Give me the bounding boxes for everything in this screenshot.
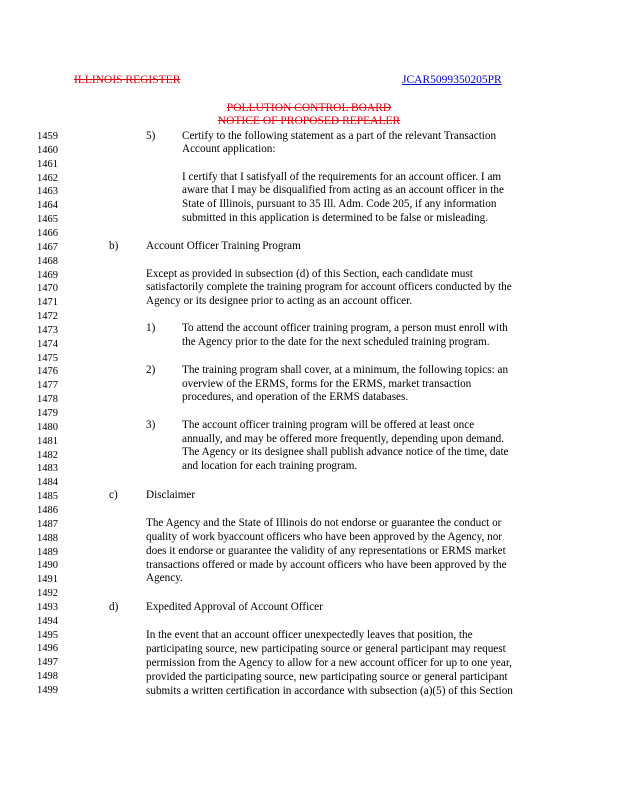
line-number: 1476	[37, 366, 58, 378]
b-paragraph-line: Agency or its designee prior to acting as an account officer.	[146, 295, 413, 307]
line-number: 1493	[37, 601, 58, 613]
line-number: 1490	[37, 560, 58, 572]
line-number: 1460	[37, 144, 58, 156]
line-number: 1488	[37, 532, 58, 544]
line-number: 1471	[37, 297, 58, 309]
d-paragraph-line: provided the participating source, new participating source or general participant	[146, 671, 508, 683]
line-number: 1462	[37, 172, 58, 184]
line-number: 1498	[37, 671, 58, 683]
notice-title: NOTICE OF PROPOSED REPEALER	[217, 115, 401, 127]
b3-text-line: The Agency or its designee shall publish advance notice of the time, date	[182, 446, 509, 458]
b1-num: 1)	[146, 322, 156, 334]
certification-line: aware that I may be disqualified from acting as an account officer in the	[182, 184, 504, 196]
subsection-b-label: b)	[109, 240, 119, 252]
b3-text-line: and location for each training program.	[182, 460, 358, 472]
line-number: 1466	[37, 227, 58, 239]
line-number: 1495	[37, 629, 58, 641]
line-number: 1481	[37, 435, 58, 447]
subsection-d-label: d)	[109, 601, 119, 613]
d-paragraph-line: permission from the Agency to allow for a new account officer for up to one year,	[146, 657, 512, 669]
d-paragraph-line: submits a written certification in accordance with subsection (a)(5) of this Section	[146, 685, 513, 697]
b2-text-line: The training program shall cover, at a minimum, the following topics: an	[182, 364, 509, 376]
s5-text-line: Certify to the following statement as a part of the relevant Transaction	[182, 130, 497, 142]
c-paragraph-line: The Agency and the State of Illinois do not endorse or guarantee the conduct or	[146, 517, 502, 529]
line-number: 1468	[37, 255, 58, 267]
line-number: 1477	[37, 380, 58, 392]
subsection-c-label: c)	[109, 489, 118, 501]
b1-text-line: the Agency prior to the date for the next scheduled training program.	[182, 336, 490, 348]
b3-text-line: The account officer training program will be offered at least once	[182, 419, 475, 431]
line-number: 1475	[37, 352, 58, 364]
c-paragraph-line: quality of work byaccount officers who have been approved by the Agency, nor	[146, 531, 503, 543]
subsection-d-heading: Expedited Approval of Account Officer	[146, 601, 323, 613]
line-number: 1473	[37, 324, 58, 336]
c-paragraph-line: does it endorse or guarantee the validity of any representations or ERMS market	[146, 545, 506, 557]
subsection-b-heading: Account Officer Training Program	[146, 240, 301, 252]
b3-text-line: annually, and may be offered more frequently, depending upon demand.	[182, 433, 505, 445]
b2-num: 2)	[146, 364, 156, 376]
line-number: 1487	[37, 518, 58, 530]
line-number: 1492	[37, 588, 58, 599]
s5-num: 5)	[146, 130, 156, 142]
b2-text-line: procedures, and operation of the ERMS databases.	[182, 391, 409, 403]
register-title: ILLINOIS REGISTER	[74, 74, 181, 86]
line-number: 1483	[37, 463, 58, 475]
b3-num: 3)	[146, 419, 156, 431]
line-number: 1467	[37, 241, 58, 253]
line-number: 1459	[37, 131, 58, 142]
line-number: 1491	[37, 574, 58, 586]
line-number: 1465	[37, 214, 58, 226]
d-paragraph-line: participating source, new participating source or general participant may request	[146, 643, 506, 655]
subsection-c-heading: Disclaimer	[146, 489, 196, 501]
c-paragraph-line: transactions offered or made by account officers who have been approved by the	[146, 559, 507, 571]
line-number: 1486	[37, 504, 58, 516]
line-number: 1484	[37, 477, 58, 489]
line-number: 1470	[37, 283, 58, 295]
line-number: 1474	[37, 338, 58, 350]
line-number: 1461	[37, 158, 58, 170]
line-number: 1496	[37, 643, 58, 655]
line-number: 1489	[37, 546, 58, 558]
line-number: 1469	[37, 269, 58, 281]
line-number: 1478	[37, 394, 58, 406]
b1-text-line: To attend the account officer training program, a person must enroll with	[182, 322, 508, 334]
b-paragraph-line: Except as provided in subsection (d) of this Section, each candidate must	[146, 268, 473, 280]
s5-text-line: Account application:	[182, 143, 276, 155]
d-paragraph-line: In the event that an account officer unexpectedly leaves that position, the	[146, 629, 473, 641]
line-number: 1472	[37, 311, 58, 322]
line-number: 1485	[37, 491, 58, 503]
jcar-link[interactable]: JCAR5099350205PR	[402, 74, 502, 86]
certification-line: State of Illinois, pursuant to 35 Ill. Adm. Code 205, if any information	[182, 198, 497, 210]
c-paragraph-line: Agency.	[146, 572, 183, 584]
line-number: 1479	[37, 408, 58, 419]
line-number: 1499	[37, 685, 58, 696]
line-number: 1482	[37, 449, 58, 461]
b-paragraph-line: satisfactorily complete the training program for account officers conducted by the	[146, 281, 512, 293]
board-title: POLLUTION CONTROL BOARD	[226, 102, 392, 114]
line-number: 1463	[37, 186, 58, 198]
line-number: 1480	[37, 421, 58, 433]
line-number: 1494	[37, 615, 58, 627]
b2-text-line: overview of the ERMS, forms for the ERMS, market transaction	[182, 378, 472, 390]
line-number: 1497	[37, 657, 58, 669]
certification-line: submitted in this application is determined to be false or misleading.	[182, 212, 489, 224]
line-number: 1464	[37, 200, 58, 212]
certification-line: I certify that I satisfyall of the requirements for an account officer. I am	[182, 171, 502, 183]
